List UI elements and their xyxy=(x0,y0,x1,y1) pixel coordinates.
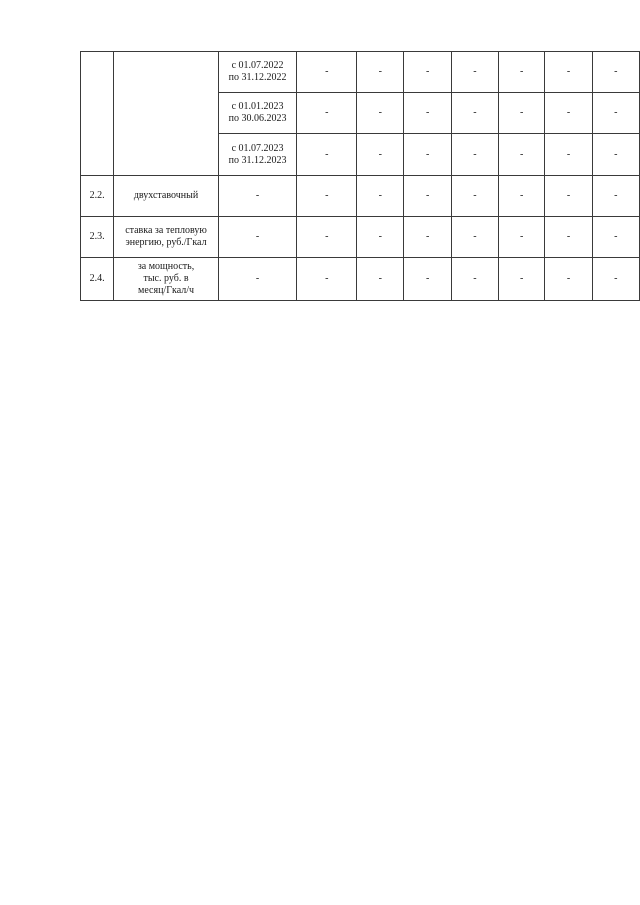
table-row xyxy=(81,176,640,217)
value-cell: - xyxy=(451,134,498,176)
value-cell: - xyxy=(499,52,545,93)
item-label-line: тыс. руб. в xyxy=(143,273,189,284)
value-cell: - xyxy=(357,52,404,93)
item-number-cell: 2.2. xyxy=(81,176,114,217)
period-to: по 30.06.2023 xyxy=(228,113,287,124)
value-cell: - xyxy=(592,217,639,258)
period-from: с 01.07.2023 xyxy=(231,142,284,154)
value-cell: - xyxy=(545,217,592,258)
value-cell: - xyxy=(499,217,545,258)
value-cell: - xyxy=(545,134,592,176)
value-cell: - xyxy=(592,134,639,176)
value-cell: - xyxy=(499,176,545,217)
value-cell: - xyxy=(451,52,498,93)
item-number-cell: 2.3. xyxy=(81,217,114,258)
value-cell: - xyxy=(357,176,404,217)
value-cell: - xyxy=(451,217,498,258)
value-cell: - xyxy=(404,258,451,301)
period-to: по 31.12.2022 xyxy=(228,72,287,83)
value-cell: - xyxy=(499,93,545,134)
table-row xyxy=(81,52,640,93)
value-cell: - xyxy=(451,258,498,301)
value-cell: - xyxy=(357,217,404,258)
item-label-line: ставка за тепловую xyxy=(125,225,207,236)
period-cell xyxy=(218,52,297,93)
value-cell: - xyxy=(357,258,404,301)
item-label-cell xyxy=(114,217,218,258)
value-cell: - xyxy=(499,258,545,301)
value-cell: - xyxy=(404,93,451,134)
value-cell: - xyxy=(297,176,357,217)
period-to: по 31.12.2023 xyxy=(228,154,287,166)
value-cell: - xyxy=(451,176,498,217)
period-cell: - xyxy=(218,258,297,301)
period-cell: - xyxy=(218,176,297,217)
value-cell: - xyxy=(404,217,451,258)
period-cell xyxy=(218,93,297,134)
item-label-cell xyxy=(114,258,218,301)
value-cell: - xyxy=(404,134,451,176)
value-cell: - xyxy=(592,52,639,93)
value-cell: - xyxy=(357,134,404,176)
table-row xyxy=(81,217,640,258)
item-label-line: за мощность, xyxy=(137,261,195,272)
value-cell: - xyxy=(297,52,357,93)
value-cell: - xyxy=(297,93,357,134)
table-row xyxy=(81,258,640,301)
value-cell: - xyxy=(297,134,357,176)
value-cell: - xyxy=(297,258,357,301)
item-label-cell xyxy=(114,52,218,176)
value-cell: - xyxy=(592,258,639,301)
value-cell: - xyxy=(357,93,404,134)
value-cell: - xyxy=(404,176,451,217)
value-cell: - xyxy=(545,93,592,134)
value-cell: - xyxy=(592,176,639,217)
value-cell: - xyxy=(451,93,498,134)
value-cell: - xyxy=(592,93,639,134)
item-number-cell: 2.4. xyxy=(81,258,114,301)
item-label-line: двухставочный xyxy=(133,190,199,201)
value-cell: - xyxy=(499,134,545,176)
value-cell: - xyxy=(297,217,357,258)
value-cell: - xyxy=(404,52,451,93)
value-cell: - xyxy=(545,258,592,301)
period-from: с 01.07.2022 xyxy=(231,60,284,71)
item-number-cell xyxy=(81,52,114,176)
period-cell xyxy=(218,134,297,176)
tariff-table xyxy=(80,51,640,301)
item-label-line: энергию, руб./Гкал xyxy=(125,237,207,248)
period-cell: - xyxy=(218,217,297,258)
item-label-cell xyxy=(114,176,218,217)
value-cell: - xyxy=(545,52,592,93)
period-from: с 01.01.2023 xyxy=(231,101,284,112)
value-cell: - xyxy=(545,176,592,217)
item-label-line: месяц/Гкал/ч xyxy=(138,285,195,296)
